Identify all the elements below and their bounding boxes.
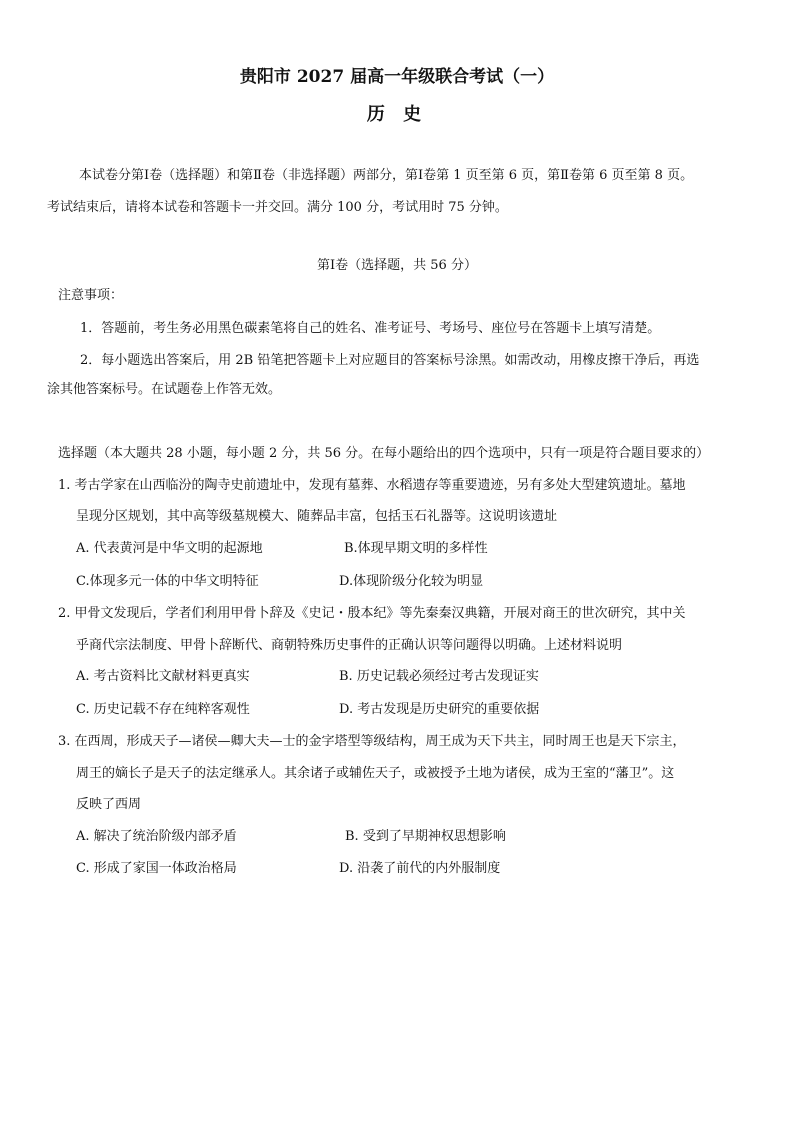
- notice-item-2-line-1: 2．每小题选出答案后，用 2B 铅笔把答题卡上对应题目的答案标号涂黑。如需改动，用橡皮擦干净后，再选: [80, 353, 700, 368]
- question-3-option-c: C. 形成了家国一体政治格局: [76, 861, 237, 876]
- question-1-option-d: D.体现阶级分化较为明显: [339, 574, 484, 589]
- question-2-line-1: 2. 甲骨文发现后，学者们利用甲骨卜辞及《史记・殷本纪》等先秦秦汉典籍，开展对商王的世次研究，其中关: [58, 606, 686, 621]
- question-1-option-c: C.体现多元一体的中华文明特征: [76, 574, 259, 589]
- question-3-option-d: D. 沿袭了前代的内外服制度: [339, 861, 501, 876]
- part1-heading: 第Ⅰ卷（选择题，共 56 分）: [317, 258, 477, 273]
- question-3-option-a: A. 解决了统治阶级内部矛盾: [76, 829, 237, 844]
- question-1-line-1: 1. 考古学家在山西临汾的陶寺史前遗址中，发现有墓葬、水稻遗存等重要遗迹，另有多处大型建筑遗址。墓地: [58, 478, 686, 493]
- notice-title: 注意事项：: [58, 288, 124, 303]
- question-2-option-b: B. 历史记载必须经过考古发现证实: [339, 669, 539, 684]
- notice-item-1: 1．答题前，考生务必用黑色碳素笔将自己的姓名、准考证号、考场号、座位号在答题卡上填写清楚。: [80, 321, 661, 336]
- question-1-line-2: 呈现分区规划，其中高等级墓规模大、随葬品丰富，包括玉石礼器等。这说明该遗址: [76, 509, 558, 524]
- question-2-option-c: C. 历史记载不存在纯粹客观性: [76, 702, 250, 717]
- intro-line-2: 考试结束后，请将本试卷和答题卡一并交回。满分 100 分，考试用时 75 分钟。: [47, 200, 508, 215]
- section-title: 选择题（本大题共 28 小题，每小题 2 分，共 56 分。在每小题给出的四个选项中，只有一项是符合题目要求的）: [58, 446, 710, 461]
- exam-title: 贵阳市 2027 届高一年级联合考试（一）: [239, 67, 555, 87]
- question-3-option-b: B. 受到了早期神权思想影响: [345, 829, 506, 844]
- question-2-line-2: 乎商代宗法制度、甲骨卜辞断代、商朝特殊历史事件的正确认识等问题得以明确。上述材料说明: [76, 638, 623, 653]
- question-2-option-a: A. 考古资料比文献材料更真实: [76, 669, 250, 684]
- question-3-line-2: 周王的嫡长子是天子的法定继承人。其余诸子或辅佐天子，或被授予土地为诸侯，成为王室的“藩卫”。这: [76, 766, 675, 781]
- notice-item-2-line-2: 涂其他答案标号。在试题卷上作答无效。: [47, 382, 282, 397]
- intro-line-1: 本试卷分第Ⅰ卷（选择题）和第Ⅱ卷（非选择题）两部分，第Ⅰ卷第 1 页至第 6 页，第Ⅱ卷第 6 页至第 8 页。: [79, 168, 694, 183]
- question-1-option-b: B.体现早期文明的多样性: [344, 541, 488, 556]
- subject-title: 历 史: [366, 104, 428, 125]
- question-3-line-3: 反映了西周: [76, 797, 142, 812]
- question-3-line-1: 3. 在西周，形成天子—诸侯—卿大夫—士的金字塔型等级结构，周王成为天下共主，同时周王也是天下宗主，: [58, 734, 686, 749]
- question-2-option-d: D. 考古发现是历史研究的重要依据: [339, 702, 540, 717]
- question-1-option-a: A. 代表黄河是中华文明的起源地: [76, 541, 263, 556]
